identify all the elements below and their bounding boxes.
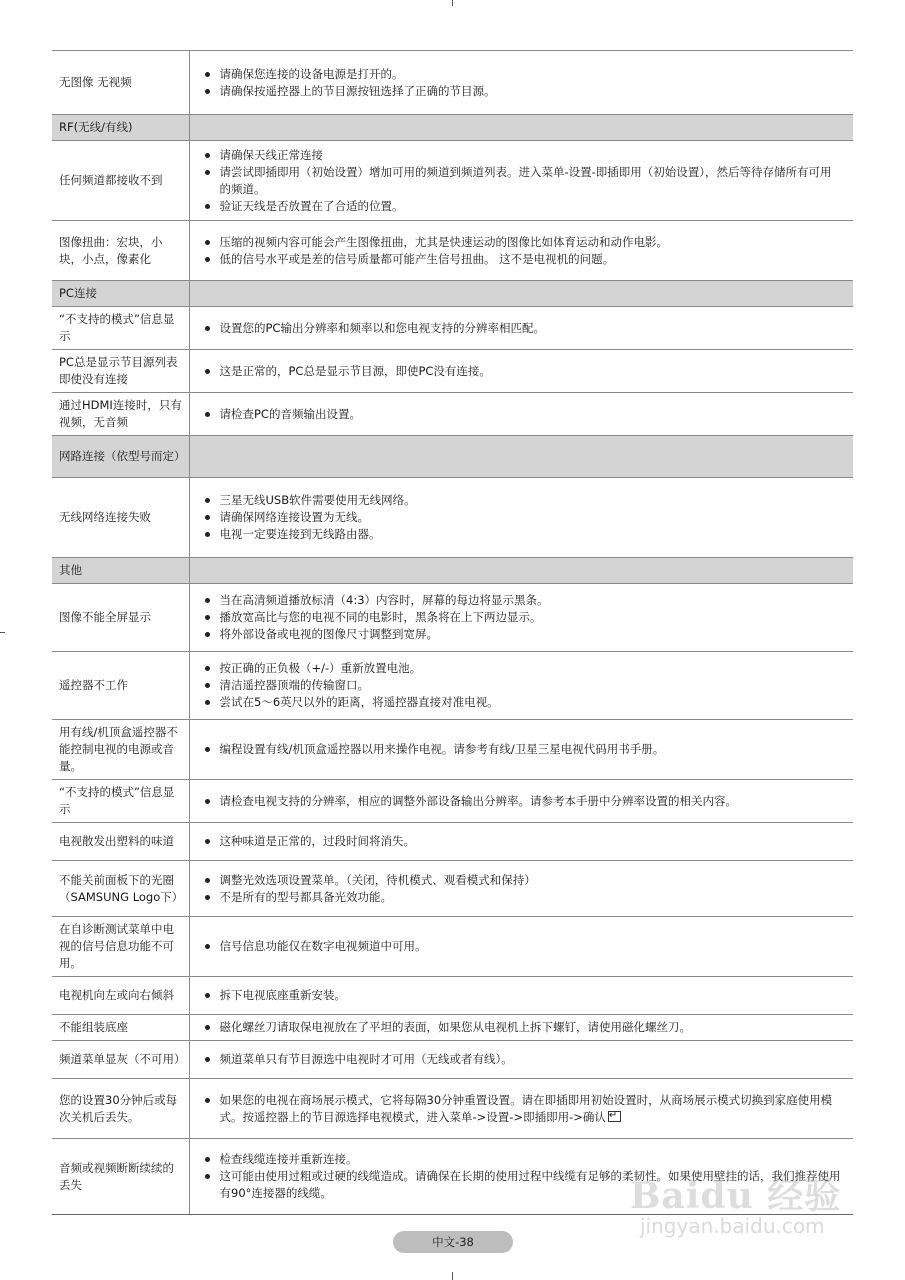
problem-cell: 图像不能全屏显示: [52, 584, 189, 652]
solution-list: [204, 66, 844, 100]
solution-list: [204, 833, 844, 850]
solution-cell: [189, 861, 853, 917]
category-spacer: [189, 558, 853, 584]
category-title: 其他: [52, 558, 189, 584]
solution-cell: [189, 720, 853, 780]
solution-item: [204, 694, 844, 711]
problem-cell: “不支持的模式”信息显示: [52, 780, 189, 823]
solution-cell: [189, 141, 853, 221]
table-row: [52, 350, 853, 393]
problem-cell: 用有线/机顶盒遥控器不能控制电视的电源或音量。: [52, 720, 189, 780]
solution-text: 验证天线是否放置在了合适的位置。: [219, 198, 404, 213]
problem-cell: 图像扭曲：宏块，小块，小点，像素化: [52, 221, 189, 281]
solution-item: [204, 492, 844, 509]
solution-list: [204, 660, 844, 711]
solution-item: [204, 1051, 844, 1068]
solution-text: 检查线缆连接并重新连接。: [219, 1152, 358, 1166]
solution-item: [204, 793, 844, 810]
solution-cell: [189, 51, 853, 115]
solution-text: 这种味道是正常的，过段时间将消失。: [219, 834, 415, 848]
solution-text: 信号信息功能仅在数字电视频道中可用。: [219, 939, 427, 953]
solution-text: 请确保天线正常连接: [219, 147, 323, 162]
solution-list: [204, 320, 844, 337]
solution-list: [204, 938, 844, 955]
solution-text: 尝试在5～6英尺以外的距离，将遥控器直接对准电视。: [219, 695, 499, 709]
page-number: 中文-38: [393, 1231, 513, 1253]
solution-text: 三星无线USB软件需要使用无线网络。: [219, 493, 416, 507]
problem-cell: 通过HDMI连接时，只有视频，无音频: [52, 393, 189, 436]
enter-key-icon: [608, 1111, 621, 1122]
solution-text: 按正确的正负极（+/-）重新放置电池。: [219, 661, 422, 675]
solution-item: [204, 609, 844, 626]
solution-item: [204, 987, 844, 1004]
problem-cell: 电视机向左或向右倾斜: [52, 977, 189, 1015]
category-row: [52, 558, 853, 584]
solution-cell: [189, 1079, 853, 1139]
solution-item: [204, 677, 844, 694]
solution-item: [204, 741, 844, 758]
solution-list: [204, 363, 844, 380]
problem-cell: 无图像 无视频: [52, 51, 189, 115]
solution-item: [204, 938, 844, 955]
table-row: [52, 478, 853, 558]
category-spacer: [189, 436, 853, 478]
table-row: [52, 917, 853, 977]
solution-item: [204, 234, 844, 251]
table-row: [52, 861, 853, 917]
problem-cell: 音频或视频断断续续的丢失: [52, 1139, 189, 1215]
table-row: [52, 1079, 853, 1139]
crop-mark-left: [0, 632, 5, 633]
solution-text: 这是正常的，PC总是显示节目源，即使PC没有连接。: [219, 363, 491, 378]
solution-text: 请确保按遥控器上的节目源按钮选择了正确的节目源。: [219, 83, 496, 98]
solution-cell: [189, 652, 853, 720]
solution-text: 低的信号水平或是差的信号质量都可能产生信号扭曲。 这不是电视机的问题。: [219, 251, 615, 266]
table-row: [52, 221, 853, 281]
crop-mark-top: [452, 0, 453, 6]
solution-item: [204, 198, 844, 215]
category-spacer: [189, 115, 853, 141]
solution-text: 请确保您连接的设备电源是打开的。: [219, 66, 404, 81]
problem-cell: 您的设置30分钟后或每次关机后丢失。: [52, 1079, 189, 1139]
solution-text: 拆下电视底座重新安装。: [219, 988, 346, 1002]
solution-text: 请确保网络连接设置为无线。: [219, 510, 369, 524]
watermark: [630, 1168, 860, 1248]
table-row: [52, 584, 853, 652]
solution-cell: [189, 221, 853, 281]
table-row: [52, 307, 853, 350]
solution-text: 设置您的PC输出分辨率和频率以和您电视支持的分辨率相匹配。: [219, 320, 545, 335]
solution-text: 当在高清频道播放标清（4:3）内容时，屏幕的每边将显示黑条。: [219, 593, 549, 607]
solution-list: [204, 147, 844, 215]
problem-cell: 电视散发出塑料的味道: [52, 823, 189, 861]
solution-cell: [189, 584, 853, 652]
solution-text: 请尝试即插即用（初始设置）增加可用的频道到频道列表。进入菜单-设置-即插即用（初始设置），然后等待存储所有可用的频道。: [219, 164, 832, 196]
solution-text: 磁化螺丝刀请取保电视放在了平坦的表面，如果您从电视机上拆下螺钉，请使用磁化螺丝刀。: [219, 1020, 691, 1034]
problem-cell: 不能关前面板下的光圈（SAMSUNG Logo下）: [52, 861, 189, 917]
table-row: [52, 780, 853, 823]
category-row: [52, 115, 853, 141]
problem-cell: 在自诊断测试菜单中电视的信号信息功能不可用。: [52, 917, 189, 977]
crop-mark-bottom: [452, 1272, 453, 1280]
solution-cell: [189, 393, 853, 436]
problem-cell: 频道菜单显灰（不可用）: [52, 1041, 189, 1079]
solution-cell: [189, 478, 853, 558]
problem-cell: 遥控器不工作: [52, 652, 189, 720]
solution-text: 这可能由使用过粗或过硬的线缆造成。请确保在长期的使用过程中线缆有足够的柔韧性。如果使用壁挂的话，我们推荐使用有90°连接器的线缆。: [219, 1169, 841, 1200]
solution-list: [204, 406, 844, 423]
solution-item: [204, 147, 844, 164]
problem-cell: PC总是显示节目源列表即使没有连接: [52, 350, 189, 393]
solution-text: 如果您的电视在商场展示模式，它将每隔30分钟重置设置。请在即插即用初始设置时，从商场展示模式切换到家庭使用模式。按遥控器上的节目源选择电视模式，进入菜单->设置->即插即用->确认: [219, 1092, 833, 1124]
solution-item: [204, 509, 844, 526]
solution-text: 请检查电视支持的分辨率，相应的调整外部设备输出分辨率。请参考本手册中分辨率设置的相关内容。: [219, 793, 737, 808]
solution-item: [204, 833, 844, 850]
solution-text: 压缩的视频内容可能会产生图像扭曲，尤其是快速运动的图像比如体育运动和动作电影。: [219, 234, 668, 249]
category-title: 网路连接（依型号而定）: [52, 436, 189, 478]
solution-list: [204, 1019, 844, 1036]
solution-cell: [189, 977, 853, 1015]
solution-item: [204, 592, 844, 609]
problem-cell: “不支持的模式”信息显示: [52, 307, 189, 350]
solution-item: [204, 164, 844, 198]
solution-text: 调整光效选项设置菜单。（关闭，待机模式、观看模式和保持）: [219, 872, 536, 887]
table-row: [52, 652, 853, 720]
solution-item: [204, 872, 844, 889]
solution-list: [204, 987, 844, 1004]
solution-item: [204, 889, 844, 906]
solution-item: [204, 1092, 844, 1126]
solution-text: 清洁遥控器顶端的传输窗口。: [219, 678, 369, 692]
solution-text: 频道菜单只有节目源选中电视时才可用（无线或者有线）。: [219, 1052, 513, 1066]
solution-list: [204, 1051, 844, 1068]
solution-item: [204, 1151, 844, 1168]
category-spacer: [189, 281, 853, 307]
table-row: [52, 141, 853, 221]
solution-list: [204, 793, 844, 810]
solution-text: 将外部设备或电视的图像尺寸调整到宽屏。: [219, 627, 438, 641]
solution-list: [204, 1092, 844, 1126]
solution-cell: [189, 1041, 853, 1079]
solution-item: [204, 66, 844, 83]
solution-cell: [189, 307, 853, 350]
solution-list: [204, 592, 844, 643]
solution-item: [204, 626, 844, 643]
problem-cell: 不能组装底座: [52, 1015, 189, 1041]
table-row: [52, 977, 853, 1015]
category-title: RF(无线/有线): [52, 115, 189, 141]
solution-item: [204, 83, 844, 100]
solution-list: [204, 492, 844, 543]
problem-cell: 无线网络连接失败: [52, 478, 189, 558]
category-row: [52, 436, 853, 478]
solution-list: [204, 872, 844, 906]
table-row: [52, 720, 853, 780]
solution-cell: [189, 1015, 853, 1041]
solution-item: [204, 526, 844, 543]
solution-list: [204, 234, 844, 268]
solution-cell: [189, 823, 853, 861]
watermark-logo: Baidu 经验: [630, 1175, 842, 1217]
solution-cell: [189, 350, 853, 393]
solution-text: 不是所有的型号都具备光效功能。: [219, 889, 392, 904]
solution-item: [204, 1019, 844, 1036]
solution-text: 请检查PC的音频输出设置。: [219, 406, 361, 421]
solution-item: [204, 406, 844, 423]
table-row: [52, 51, 853, 115]
category-row: [52, 281, 853, 307]
solution-text: 编程设置有线/机顶盒遥控器以用来操作电视。请参考有线/卫星三星电视代码用书手册。: [219, 742, 665, 756]
watermark-url: jingyan.baidu.com: [640, 1214, 825, 1238]
table-row: [52, 823, 853, 861]
table-row: [52, 1041, 853, 1079]
category-title: PC连接: [52, 281, 189, 307]
solution-item: [204, 251, 844, 268]
solution-text: 电视一定要连接到无线路由器。: [219, 527, 381, 541]
problem-cell: 任何频道都接收不到: [52, 141, 189, 221]
solution-cell: [189, 917, 853, 977]
solution-item: [204, 660, 844, 677]
table-row: [52, 393, 853, 436]
solution-cell: [189, 780, 853, 823]
solution-item: [204, 320, 844, 337]
solution-text: 播放宽高比与您的电视不同的电影时，黑条将在上下两边显示。: [219, 610, 542, 624]
solution-item: [204, 363, 844, 380]
solution-list: [204, 741, 844, 758]
table-row: [52, 1015, 853, 1041]
troubleshooting-table: [52, 50, 853, 1215]
